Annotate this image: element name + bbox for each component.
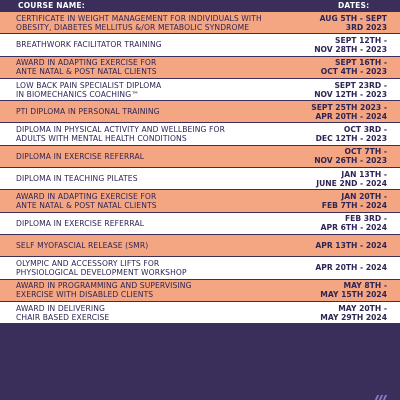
course-date-line: FEB 3RD - (344, 214, 387, 224)
course-name-line: DIPLOMA IN PHYSICAL ACTIVITY AND WELLBEING FOR (16, 125, 225, 135)
course-date-line: SEPT 23RD - (334, 80, 387, 90)
course-name-line: CHAIR BASED EXERCISE (16, 312, 110, 322)
course-date-line: NOV 12TH - 2023 (314, 89, 387, 99)
course-name-line: AWARD IN ADAPTING EXERCISE FOR (16, 192, 157, 202)
course-dates (277, 57, 387, 78)
course-date-line: FEB 7TH - 2024 (321, 201, 387, 211)
dates-header: DATES: (338, 1, 370, 10)
course-name (16, 257, 284, 278)
course-name (16, 79, 284, 100)
course-name (16, 190, 284, 211)
table-row (0, 57, 400, 79)
course-date-line: JAN 13TH - (341, 169, 387, 179)
course-name-line: AWARD IN DELIVERING (16, 303, 106, 313)
course-date-line: OCT 3RD - (343, 125, 387, 135)
course-date-line: APR 20TH - 2024 (315, 111, 387, 121)
course-name-line: BREATHWORK FACILITATOR TRAINING (16, 40, 162, 50)
course-name-line: LOW BACK PAIN SPECIALIST DIPLOMA (16, 80, 162, 90)
course-date-line: SEPT 12TH - (335, 35, 387, 45)
course-name-line: OBESITY, DIABETES MELLITUS &/OR METABOLIC SYNDROME (16, 22, 250, 32)
course-dates (277, 235, 387, 256)
course-name (16, 302, 284, 323)
course-date-line: JAN 20TH - (341, 192, 387, 202)
course-name-line: DIPLOMA IN TEACHING PILATES (16, 174, 138, 184)
course-dates (277, 79, 387, 100)
table-row (0, 168, 400, 190)
course-name (16, 57, 284, 78)
course-date-line: OCT 7TH - (344, 147, 387, 157)
course-date-line: NOV 28TH - 2023 (314, 44, 387, 54)
course-name (16, 168, 284, 189)
course-name-line: PTI DIPLOMA IN PERSONAL TRAINING (16, 107, 160, 117)
course-date-line: MAY 15TH 2024 (320, 290, 387, 300)
course-date-line: APR 13TH - 2024 (315, 241, 387, 251)
table-row (0, 280, 400, 302)
course-date-line: SEPT 16TH - (335, 58, 387, 68)
course-name (16, 235, 284, 256)
course-date-line: MAY 8TH - (343, 281, 387, 291)
course-name-line: DIPLOMA IN EXERCISE REFERRAL (16, 151, 145, 161)
course-dates (277, 34, 387, 55)
course-dates (277, 302, 387, 323)
course-dates (277, 213, 387, 234)
course-name (16, 213, 284, 234)
course-dates (277, 190, 387, 211)
table-row (0, 12, 400, 34)
course-name-line: DIPLOMA IN EXERCISE REFERRAL (16, 218, 145, 228)
course-date-line: APR 6TH - 2024 (320, 223, 387, 233)
course-date-line: 3RD 2023 (345, 22, 387, 32)
course-name (16, 34, 284, 55)
course-dates (277, 257, 387, 278)
course-dates (277, 280, 387, 301)
course-name (16, 101, 284, 122)
table-row (0, 257, 400, 279)
course-name-line: EXERCISE WITH DISABLED CLIENTS (16, 290, 154, 300)
course-name-line: OLYMPIC AND ACCESSORY LIFTS FOR (16, 258, 160, 268)
table-row (0, 235, 400, 257)
course-name (16, 146, 284, 167)
course-name-line: ANTE NATAL & POST NATAL CLIENTS (16, 201, 157, 211)
course-name-line: ANTE NATAL & POST NATAL CLIENTS (16, 67, 157, 77)
course-date-line: APR 20TH - 2024 (315, 263, 387, 273)
table-row (0, 146, 400, 168)
course-date-line: MAY 20TH - (338, 303, 387, 313)
course-name-line: CERTIFICATE IN WEIGHT MANAGEMENT FOR INDIVIDUALS WITH (16, 13, 262, 23)
course-name-line: IN BIOMECHANICS COACHING™ (16, 89, 139, 99)
course-name-line: AWARD IN PROGRAMMING AND SUPERVISING (16, 281, 192, 291)
table-row (0, 190, 400, 212)
course-date-line: MAY 29TH 2024 (320, 312, 387, 322)
table-row (0, 123, 400, 145)
table-row (0, 101, 400, 123)
course-date-line: NOV 26TH - 2023 (314, 156, 387, 166)
course-dates (277, 146, 387, 167)
table-row (0, 34, 400, 56)
course-name-header: COURSE NAME: (18, 1, 85, 10)
course-date-line: AUG 5TH - SEPT (319, 13, 387, 23)
table-row (0, 79, 400, 101)
course-name (16, 123, 284, 144)
course-date-line: SEPT 25TH 2023 - (311, 102, 387, 112)
course-dates (277, 168, 387, 189)
course-dates (277, 12, 387, 33)
course-date-line: OCT 4TH - 2023 (320, 67, 387, 77)
table-header (0, 0, 400, 11)
course-date-line: JUNE 2ND - 2024 (316, 178, 387, 188)
course-date-line: DEC 12TH - 2023 (315, 134, 387, 144)
course-dates (277, 101, 387, 122)
course-dates (277, 123, 387, 144)
course-name-line: ADULTS WITH MENTAL HEALTH CONDITIONS (16, 134, 187, 144)
table-row (0, 302, 400, 324)
course-name-line: PHYSIOLOGICAL DEVELOPMENT WORKSHOP (16, 267, 187, 277)
course-name (16, 280, 284, 301)
course-name-line: AWARD IN ADAPTING EXERCISE FOR (16, 58, 157, 68)
table-row (0, 213, 400, 235)
course-name (16, 12, 284, 33)
brand-stripes-icon (376, 395, 392, 400)
course-list (0, 12, 400, 324)
course-name-line: SELF MYOFASCIAL RELEASE (SMR) (16, 241, 149, 251)
